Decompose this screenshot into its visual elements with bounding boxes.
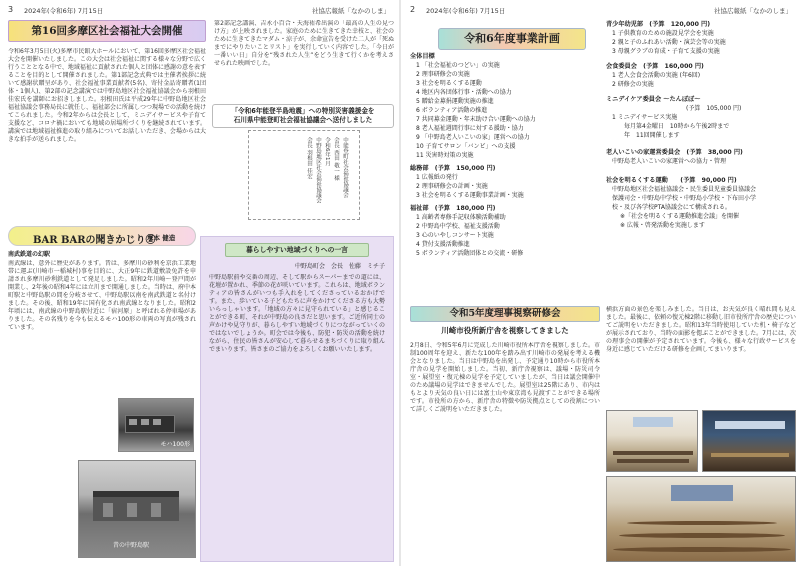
meeting-title: 第16回多摩区社会福祉大会開催	[8, 20, 206, 42]
membership-heading: 会食委員会 (予算 160,000 円)	[606, 63, 704, 70]
membership-item: 2 研修会の実施	[612, 81, 654, 88]
goal-item: 2 理事研修会の実施	[416, 71, 470, 78]
bar-subheading: 南武鉄道の幻駅	[8, 251, 51, 258]
general-affairs-heading: 総務部 (予算 150,000 円)	[410, 165, 496, 172]
elderly-item: 中野島老人いこいの家運営への協力・管理	[612, 158, 727, 165]
right-page	[402, 0, 800, 566]
living-body: 中野島駅前や交番の周辺、そして駅からスーパーまでの道には、花壇が置かれ、季節の花が咲いています。これらは、地域ボランティアの皆さんがいつも手入れをしてくださっているおかげです。また、歩いている子どもたちに声をかけてくださる方も大勢いらっしゃいます。「地域の方々に見守られている」と感じることができる町、それが中野島の良さだと思います。ご近所同士の声かけや見守りが、暮らしやすい地域づくりにつながっていくのではないでしょうか。町会では今後も、防犯・防災の活動を続けながら、住民の皆さんが安心して暮らせるまちづくりに取り組んでまいります。皆さまのご協力をよろしくお願いいたします。	[209, 274, 385, 353]
donation-article	[212, 104, 394, 222]
miniday-budget: (予算 105,000 円)	[686, 105, 742, 112]
goal-item: 8 老人福祉週間行事に対する援助・協力	[416, 125, 524, 132]
bar-title: BAR BARの聞きかじり②	[33, 235, 156, 246]
living-article	[200, 236, 394, 562]
publication-name: 社協広報紙「なかのしま」	[714, 7, 792, 15]
goal-item: 1 「社会福祉のつどい」の実施	[416, 62, 500, 69]
plan-column-b	[606, 20, 796, 302]
meeting-body: 令和6年3月5日(火)多摩市民館大ホールにおいて、第16回多摩区社会福祉大会を開催いたしました。この大会は社会福祉に関する様々な分野で広く行うこととなる中で、地域福祉に貢献された個人と団体に感謝の意を表することを目的として開催されました。第1部記念式典では主催者挨拶に続いて感謝状贈呈があり、社会福祉事業貢献者(5名)、寄付金品寄贈者(1団体・1個人)、第2部の記念講演では中野島地区社会福祉協議会から羽根田佳宏氏を講師にお招きしました。羽根田氏は平成29年に中野島地区社会福祉協議会事務局長に就任し、福祉部会に所属しつつ現場での活動を続けてこられました。令和2年からは会長として、ミニデイサービスや子育て支援など、コロナ禍においても地域の居場所づくりを継続されています。講演では地域福祉推進の取り組みについてお話しいただき、会場からは大きな拍手が送られました。	[8, 48, 206, 143]
general-goals-label: 全体目標	[410, 53, 435, 60]
bar-body: 南武線は、意外に歴史があります。昔は、多摩川の砂利を京浜工業地帯に運ぶ(川崎市一稲城村)事を目的に、大正9年に鉄道敷設免許を申請され多摩川砂利鉄道として発足しました。昭和2年川崎〜登戸間が開業し、2年後の昭和4年には立川まで開通しました。当時は、府中本町駅と中野島駅の間を分岐させて、中野島駅以南を南武鉄道と名付けました。その後、昭和19年に国有化され南武線となりました。昭和2年頃には、南武線の中野島駅付近に「宿河原」と呼ばれる停車場がありました。その名残りを今も伝えるモハ100形の車両の写真が残されています。	[8, 260, 196, 331]
bright-item: 中野島地区社会福祉協議会・民生委員児童委員協議会	[612, 186, 757, 193]
publication-name: 社協広報紙「なかのしま」	[312, 7, 390, 15]
study-subtitle: 川崎市役所新庁舎を視察してきました	[441, 326, 569, 335]
youth-item: 3 母親グラブの育成・子育て支援の実施	[612, 48, 720, 55]
study-title: 令和5年度理事視察研修会	[410, 306, 600, 322]
goal-item: 5 贈給金募捐運動実施の推進	[416, 98, 494, 105]
letter-line-5: 会長 羽根田 佳宏	[306, 137, 312, 179]
page-divider	[399, 0, 401, 566]
plan-title: 令和6年度事業計画	[438, 28, 586, 50]
movie-essay	[214, 20, 394, 92]
goal-item: 7 共同募金運動・年末助け合い運動への協力	[416, 116, 536, 123]
bar-article	[8, 226, 196, 562]
miniday-heading: ミニデイケア委員会 〜たんぽぽ〜	[606, 96, 701, 103]
welfare-item: 1 高齢者専修手記収体験活動補助	[416, 214, 506, 221]
welfare-item: 3 心のいやしコンサート実施	[416, 232, 494, 239]
study-continued	[606, 306, 796, 406]
goal-item: 9 「中野島老人いこいの家」運営への協力	[416, 134, 530, 141]
assembly-chamber-photo	[606, 476, 796, 562]
study-body-continued: 横浜方面の景色を楽しみました。当日は、お天気が良く晴れ間も見えました。最後に、依頼の復元棟2階に移動し旧市役所庁舎の歴史についてご説明をいただきました。昭和13年当時使用していた机・椅子などが展示されており、当時の面影を偲ぶことができました。7月には、次の理事会の開催が予定されています。今後も、様々な行政サービスを身近に感じていただける研修を企画してまいります。	[606, 306, 796, 353]
affairs-item: 2 理事研修会の計画・実施	[416, 183, 488, 190]
study-article	[410, 306, 600, 562]
living-title: 暮らしやすい地域づくりへの一言	[225, 243, 369, 257]
miniday-item: 毎月第4金曜日 10時から午後2時まで	[624, 123, 730, 130]
goal-item: 4 地区内各団体行事・活動への協力	[416, 89, 512, 96]
elderly-heading: 老人いこいの家運営委員会 (予算 38,000 円)	[606, 149, 743, 156]
study-body: 2月8日、令和5年6月に完成した川崎市役所本庁舎を視察しました。市制100周年を迎え、新たな100年を踏み出す川崎市の発展を考える機会となりました。当日は中野島を出発し、予定通り10時から市役所本庁舎の見学を開始しました。当初、新庁舎視察は、議場・防災司令室・展望室・復元棟の見学を予定していましたが、当日は議会開催中のため議場の見学はできませんでした。展望室は25階にあり、市内はもとより天気の良い日には富士山や東京湾も見渡すことができる場所です。市役所の方から、新庁舎の特徴や防災拠点としての役割について詳しくご説明をいただきました。	[410, 342, 600, 413]
station-photo	[78, 460, 196, 558]
goal-item: 3 社会を明るくする運動	[416, 80, 482, 87]
goal-item: 11 災害時対策の実施	[416, 152, 474, 159]
bar-title-box	[8, 226, 196, 246]
plan-column-a	[410, 52, 600, 302]
letter-line-4: 中野島地区社会福祉協議会	[315, 137, 321, 203]
donation-title	[212, 104, 394, 128]
bright-item: ※「社会を明るくする運動推進会議」を開催	[620, 213, 740, 220]
meeting-article	[8, 20, 206, 216]
bright-item: 保護司会・中野島中学校・中野島小学校・下布田小学	[612, 195, 757, 202]
donation-title-line2: 石川県中能登町社会福祉協議会へ送付しました	[233, 116, 373, 124]
letter-line-2: 会長 西田 敬一 様	[333, 137, 339, 181]
affairs-item: 3 社会を明るくする運動事業計画・実施	[416, 192, 524, 199]
donation-title-line1: 「令和6年能登半島地震」への特別災害義援金を	[231, 107, 375, 115]
issue-date: 2024年(令和6年) 7月15日	[426, 7, 506, 15]
miniday-item: 年 11回開催します	[624, 132, 680, 139]
station-caption: 昔の中野島駅	[113, 542, 150, 549]
membership-item: 1 老人会食会活動の実施 (年6回)	[612, 72, 701, 79]
living-author: 中野島町会 会長 佐藤 ミチ子	[294, 263, 385, 270]
train-caption: モハ100形	[160, 441, 190, 448]
miniday-item: 1 ミニデイサービス実施	[612, 114, 678, 121]
bright-item: 校・及び各学校PTA協議会にて構成される。	[612, 204, 731, 211]
page-number: 3	[8, 5, 14, 14]
youth-item: 2 親と子のふれあい活動・演芸会等の実施	[612, 39, 726, 46]
welfare-heading: 福祉部 (予算 180,000 円)	[410, 205, 496, 212]
issue-date: 2024年(令和6年) 7月15日	[24, 7, 104, 15]
meeting-room-photo	[702, 410, 796, 472]
letter-line-1: 中能登町社会福祉協議会	[342, 137, 348, 198]
youth-item: 1 子供教育のための施設見学会を実施	[612, 30, 714, 37]
bright-heading: 社会を明るくする運動 (予算 90,000 円)	[606, 177, 737, 184]
bar-author: 塚本 健造	[147, 234, 176, 242]
goal-item: 6 ボランティア活動の推進	[416, 107, 488, 114]
youth-heading: 青少年幼児部 (予算 120,000 円)	[606, 21, 711, 28]
letter-line-3: 令和6年1月	[324, 137, 330, 166]
council-hall-photo	[606, 410, 698, 472]
goal-item: 10 子育てサロン「バンビ」への支援	[416, 143, 516, 150]
right-header	[410, 5, 792, 19]
bright-item: ※ 広報・啓発活動を実施します	[620, 222, 705, 229]
welfare-item: 4 貸付支援活動推進	[416, 241, 470, 248]
welfare-item: 5 ボランティア活動団体との交流・研修	[416, 250, 524, 257]
essay-body: 第2部記念講演、吉永小百合・天海祐希出演の「最高の人生の見つけ方」が上映されました。家庭のために生きてきた幸枝と、社会のために生きてきたマダム・涼子が、余命宣告を受けた二人が「死ぬまでにやりたいことリスト」を実行していく内容でした。「今日が一番いい日」自分を“残された人生”をどう生きて行くかを考えさせられた映画でした。	[214, 20, 394, 67]
welfare-item: 2 中野島中学校、福祉支援活動	[416, 223, 500, 230]
train-photo	[118, 398, 194, 452]
left-page	[0, 0, 398, 566]
page-number: 2	[410, 5, 416, 14]
affairs-item: 1 広報紙の発行	[416, 174, 458, 181]
donation-letter	[248, 130, 360, 220]
left-header	[8, 5, 390, 19]
